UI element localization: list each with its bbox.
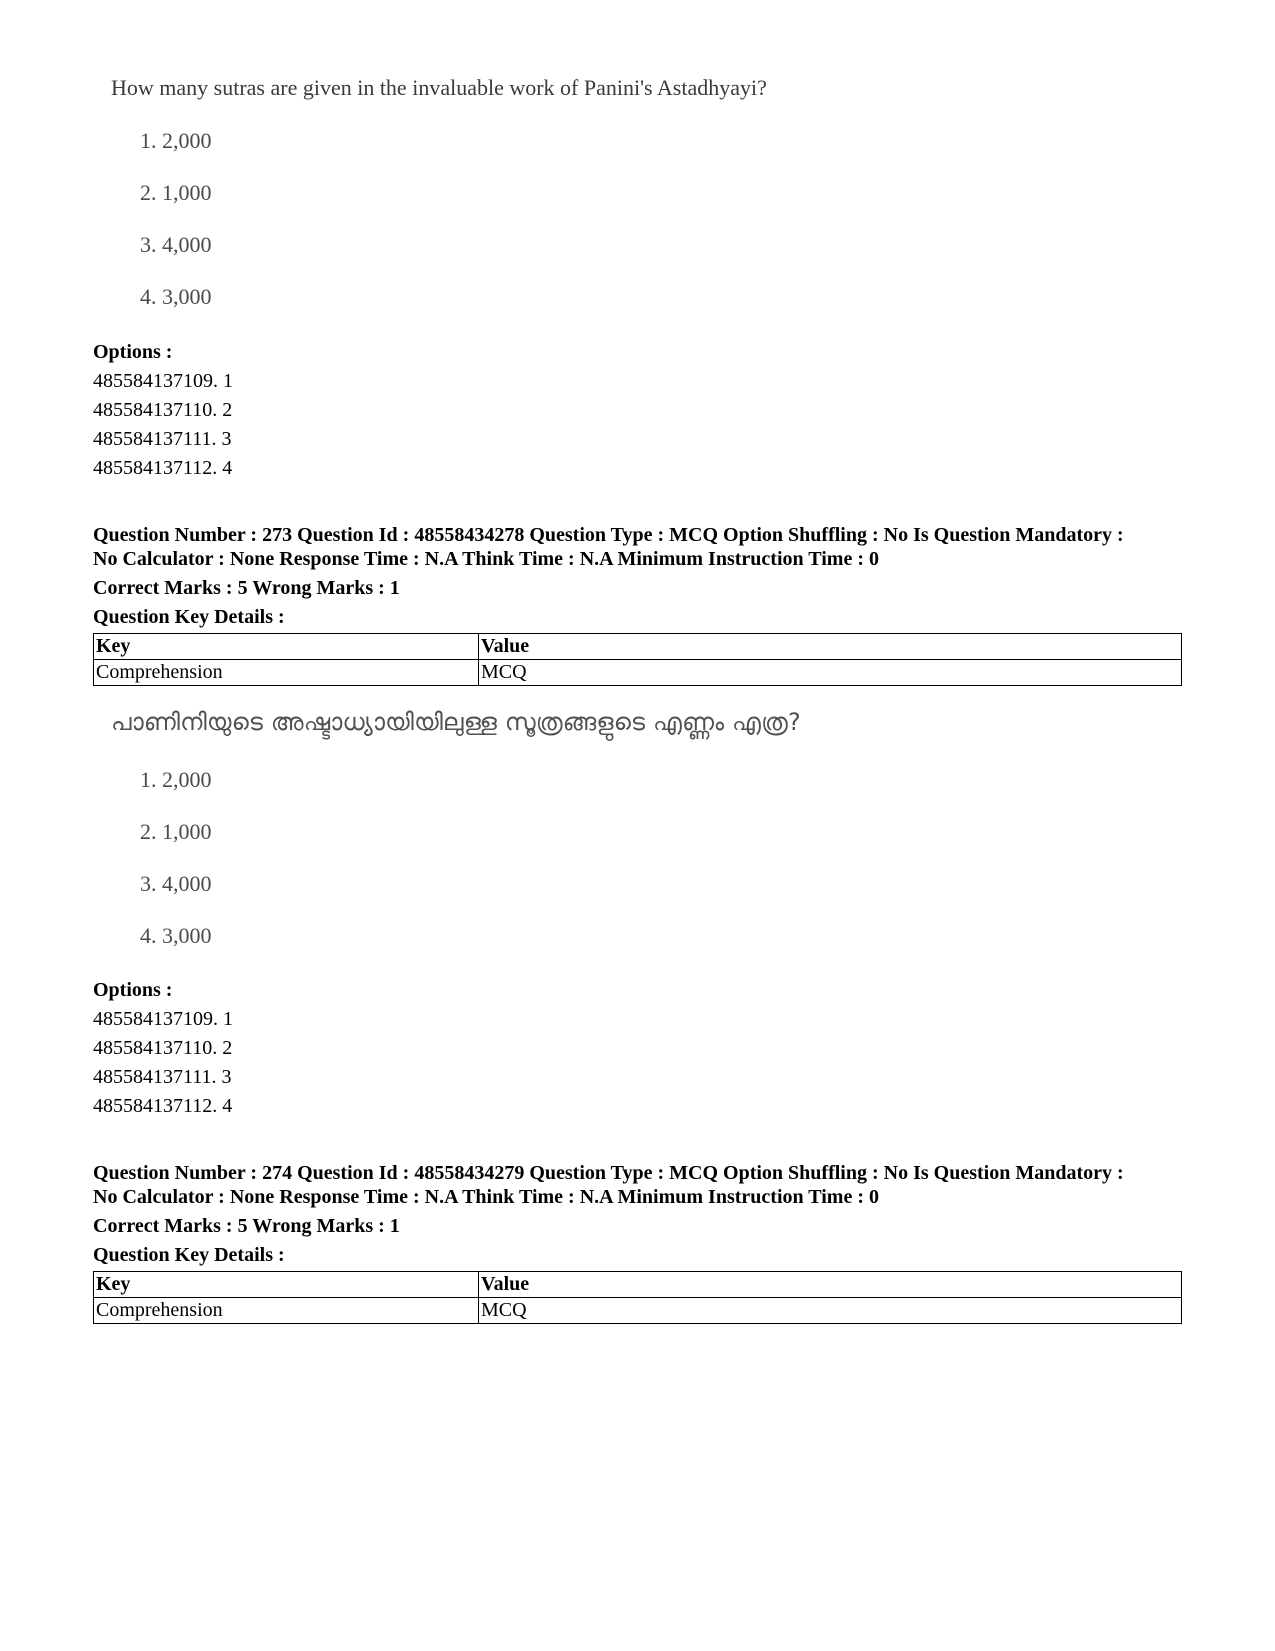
table-cell-value: MCQ [479,660,1182,686]
meta-line-2: No Calculator : None Response Time : N.A Think Time : N.A Minimum Instruction Time : 0 [93,1186,879,1208]
choice-3: 3. 4,000 [140,232,212,257]
option-id-4: 485584137112. 4 [93,457,233,479]
key-details-table [93,633,1182,686]
option-id-3: 485584137111. 3 [93,1066,232,1088]
question-meta-273 [93,523,1183,686]
option-id-1: 485584137109. 1 [93,370,233,392]
meta-line-2: No Calculator : None Response Time : N.A Think Time : N.A Minimum Instruction Time : 0 [93,548,879,570]
table-header-key: Key [94,1272,479,1298]
options-label: Options : [93,979,173,1001]
question-text: പാണിനിയുടെ അഷ്ടാധ്യായിയിലുള്ള സൂത്രങ്ങളുടെ എണ്ണം എത്ര? [111,708,801,736]
option-id-1: 485584137109. 1 [93,1008,233,1030]
table-row [94,634,1182,660]
option-id-2: 485584137110. 2 [93,1037,233,1059]
table-row [94,1298,1182,1324]
option-id-3: 485584137111. 3 [93,428,232,450]
table-row [94,660,1182,686]
meta-line-1: Question Number : 273 Question Id : 48558434278 Question Type : MCQ Option Shuffling : No Is Question Mandatory : [93,524,1124,546]
marks-line: Correct Marks : 5 Wrong Marks : 1 [93,577,400,599]
table-header-value: Value [479,1272,1182,1298]
choice-3: 3. 4,000 [140,871,212,896]
option-id-2: 485584137110. 2 [93,399,233,421]
choice-2: 2. 1,000 [140,819,212,844]
option-id-4: 485584137112. 4 [93,1095,233,1117]
table-cell-key: Comprehension [94,660,479,686]
choice-4: 4. 3,000 [140,284,212,309]
choice-2: 2. 1,000 [140,180,212,205]
choice-1: 1. 2,000 [140,128,212,153]
meta-line-1: Question Number : 274 Question Id : 48558434279 Question Type : MCQ Option Shuffling : No Is Question Mandatory : [93,1162,1124,1184]
options-label: Options : [93,341,173,363]
key-details-label: Question Key Details : [93,1244,285,1266]
table-cell-key: Comprehension [94,1298,479,1324]
choice-4: 4. 3,000 [140,923,212,948]
table-row [94,1272,1182,1298]
marks-line: Correct Marks : 5 Wrong Marks : 1 [93,1215,400,1237]
table-header-key: Key [94,634,479,660]
choice-1: 1. 2,000 [140,767,212,792]
options-list [93,338,1183,483]
table-header-value: Value [479,634,1182,660]
key-details-table [93,1271,1182,1324]
question-meta-274 [93,1161,1183,1324]
options-list [93,976,1183,1121]
question-text: How many sutras are given in the invaluable work of Panini's Astadhyayi? [111,75,767,100]
table-cell-value: MCQ [479,1298,1182,1324]
key-details-label: Question Key Details : [93,606,285,628]
